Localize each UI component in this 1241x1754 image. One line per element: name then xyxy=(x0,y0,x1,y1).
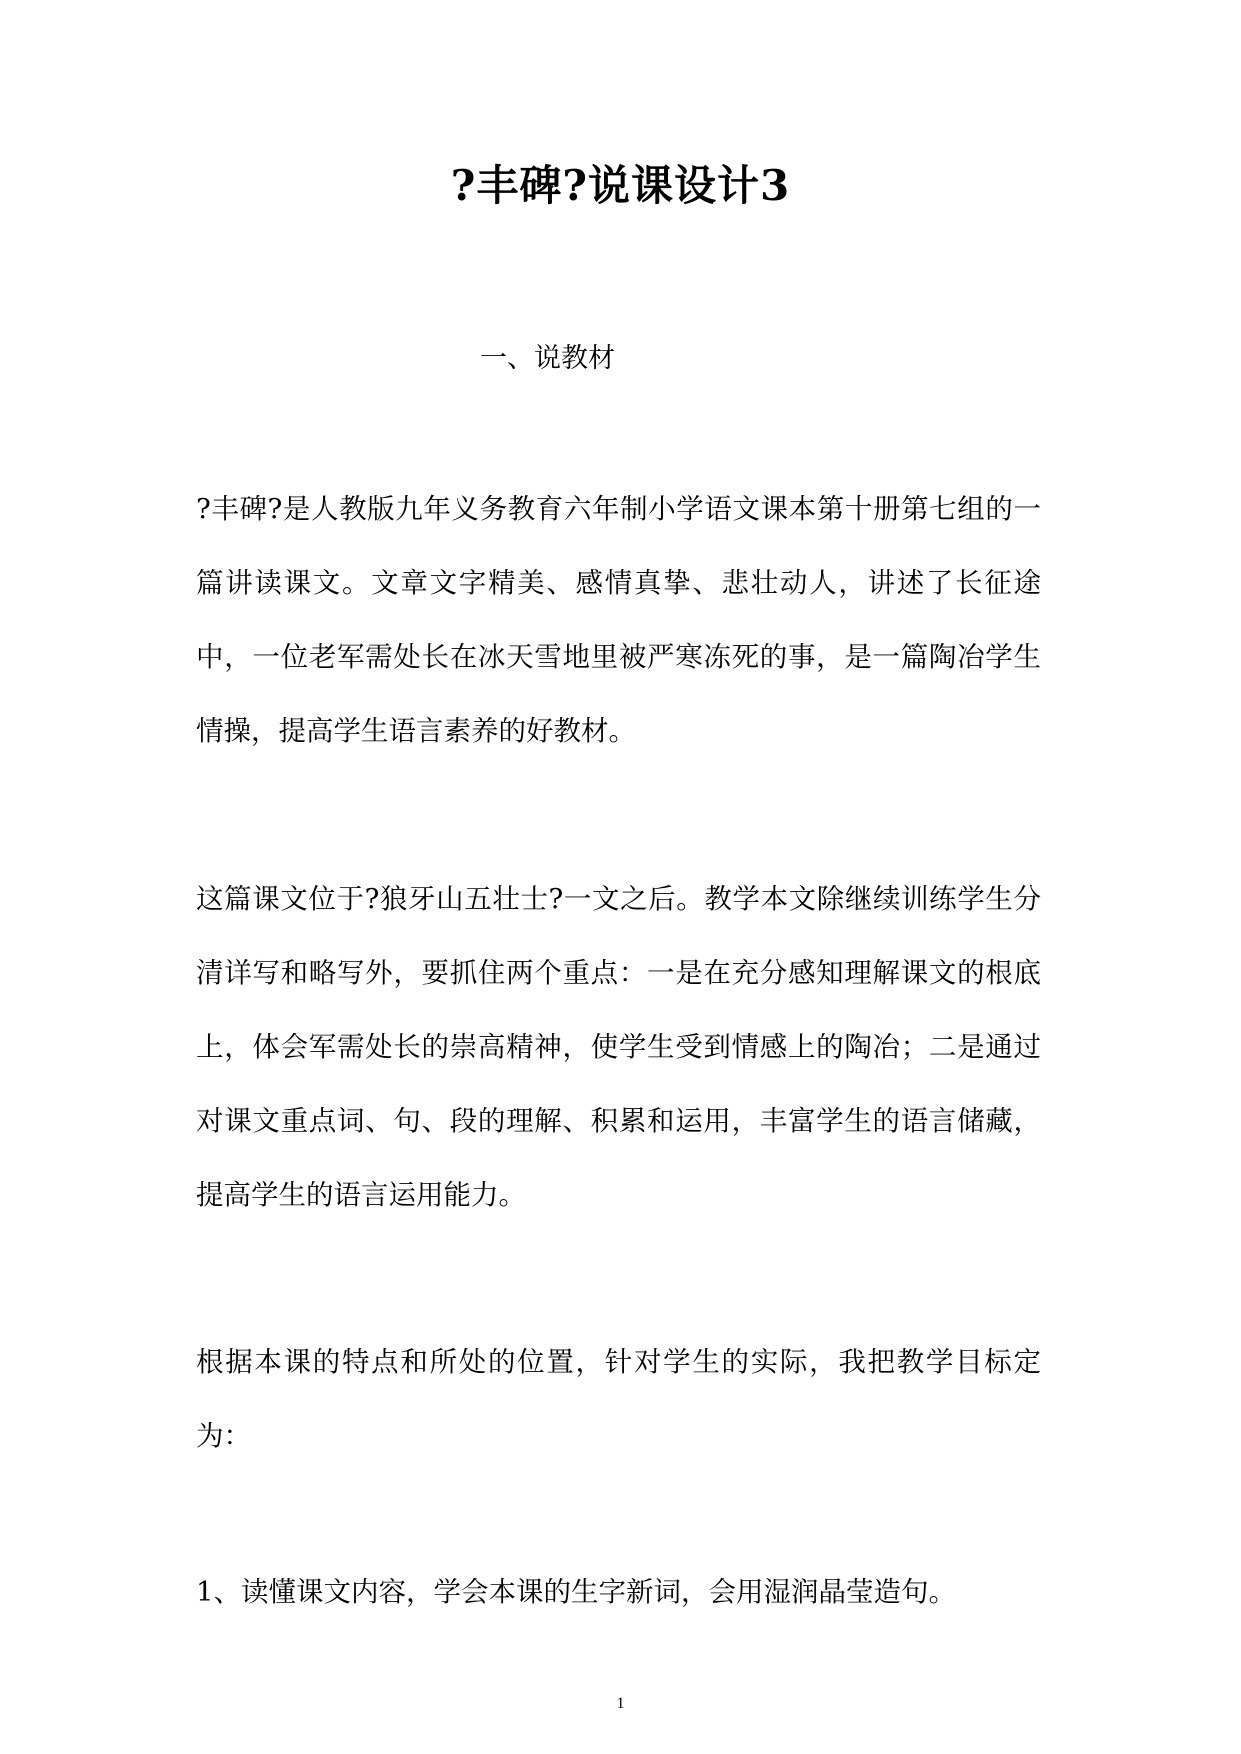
paragraph-intro: ?丰碑?是人教版九年义务教育六年制小学语文课本第十册第七组的一篇讲读课文。文章文字精美、感情真挚、悲壮动人，讲述了长征途中，一位老军需处长在冰天雪地里被严寒冻死的事，是一篇陶冶学生情操，提高学生语言素养的好教材。 xyxy=(196,493,1041,747)
section-heading: 一、说教材 xyxy=(480,343,615,374)
paragraph-position: 这篇课文位于?狼牙山五壮士?一文之后。教学本文除继续训练学生分清详写和略写外，要抓住两个重点：一是在充分感知理解课文的根底上，体会军需处长的崇高精神，使学生受到情感上的陶冶；二是通过对课文重点词、句、段的理解、积累和运用，丰富学生的语言储藏，提高学生的语言运用能力。 xyxy=(196,883,1041,1211)
page-number: 1 xyxy=(616,1695,625,1712)
paragraph-objective-1: 1、读懂课文内容，学会本课的生字新词，会用湿润晶莹造句。 xyxy=(196,1576,956,1608)
paragraph-objectives-lead: 根据本课的特点和所处的位置，针对学生的实际，我把教学目标定为： xyxy=(196,1346,1041,1452)
document-title: ?丰碑?说课设计3 xyxy=(450,161,791,210)
